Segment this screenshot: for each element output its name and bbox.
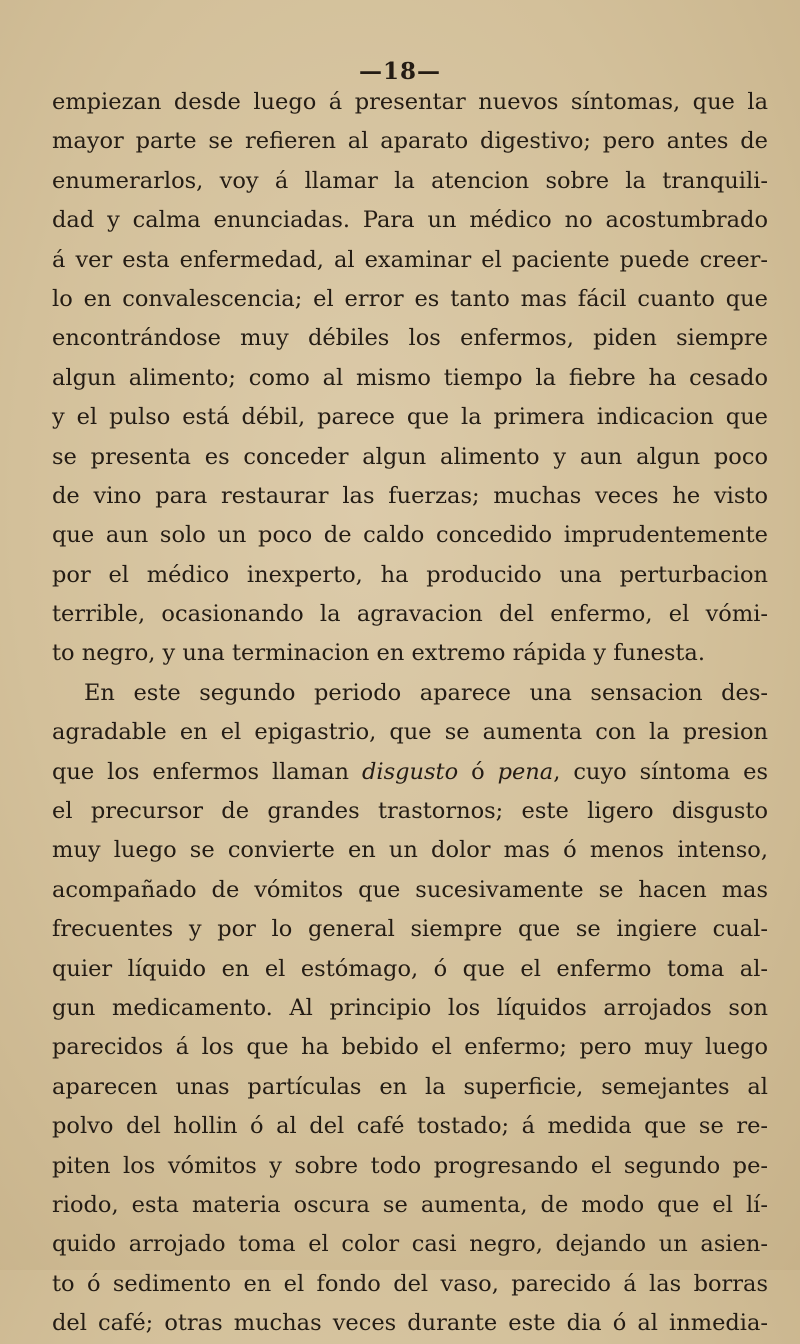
text-line: y el pulso está débil, parece que la primera indicacion que [52, 404, 768, 431]
text-line: mayor parte se refieren al aparato digestivo; pero antes de [52, 128, 768, 155]
text-line: riodo, esta materia oscura se aumenta, de modo que el lí- [52, 1191, 768, 1218]
text-line: quier líquido en el estómago, ó que el enfermo toma al- [52, 955, 768, 982]
text-line: á ver esta enfermedad, al examinar el paciente puede creer- [52, 246, 768, 273]
text-line: enumerarlos, voy á llamar la atencion sobre la tranquili- [52, 167, 768, 194]
italic-term: disgusto [361, 758, 459, 785]
text-run: ó [458, 758, 498, 785]
paragraph-start-line: En este segundo periodo aparece una sensacion des- [84, 679, 768, 706]
text-line-with-italics [52, 753, 768, 792]
text-line: quido arrojado toma el color casi negro, dejando un asien- [52, 1231, 768, 1258]
text-line: dad y calma enunciadas. Para un médico no acostumbrado [52, 207, 768, 234]
text-line: acompañado de vómitos que sucesivamente se hacen mas [52, 876, 768, 903]
text-line: gun medicamento. Al principio los líquidos arrojados son [52, 994, 768, 1021]
text-line: parecidos á los que ha bebido el enfermo; pero muy luego [52, 1034, 768, 1061]
text-line: muy luego se convierte en un dolor mas ó menos intenso, [52, 837, 768, 864]
text-line: aparecen unas partículas en la superficie, semejantes al [52, 1073, 768, 1100]
text-run: que los enfermos llaman [52, 758, 362, 785]
text-run: , cuyo síntoma es [553, 758, 768, 785]
text-line: to ó sedimento en el fondo del vaso, parecido á las borras [52, 1270, 768, 1297]
page-number: —18— [358, 58, 441, 85]
text-line: algun alimento; como al mismo tiempo la fiebre ha cesado [52, 364, 768, 391]
text-line: se presenta es conceder algun alimento y aun algun poco [52, 443, 768, 470]
body-text [52, 83, 768, 1344]
text-line: que aun solo un poco de caldo concedido imprudentemente [52, 522, 768, 549]
text-line: lo en convalescencia; el error es tanto mas fácil cuanto que [52, 285, 768, 312]
text-line: piten los vómitos y sobre todo progresando el segundo pe- [52, 1152, 768, 1179]
text-line: agradable en el epigastrio, que se aumenta con la presion [52, 719, 768, 746]
text-line: terrible, ocasionando la agravacion del enfermo, el vómi- [52, 601, 768, 628]
text-line: de vino para restaurar las fuerzas; muchas veces he visto [52, 482, 768, 509]
text-line: empiezan desde luego á presentar nuevos síntomas, que la [52, 89, 768, 115]
text-line: frecuentes y por lo general siempre que se ingiere cual- [52, 916, 768, 943]
italic-term: pena [497, 758, 554, 785]
text-line: el precursor de grandes trastornos; este ligero disgusto [52, 798, 768, 825]
text-line: polvo del hollin ó al del café tostado; á medida que se re- [52, 1113, 768, 1140]
text-line: to negro, y una terminacion en extremo rápida y funesta. [52, 640, 705, 667]
text-line: encontrándose muy débiles los enfermos, piden siempre [52, 325, 768, 352]
text-line: por el médico inexperto, ha producido una perturbacion [52, 561, 768, 588]
text-line: del café; otras muchas veces durante este dia ó al inmedia- [52, 1310, 768, 1337]
